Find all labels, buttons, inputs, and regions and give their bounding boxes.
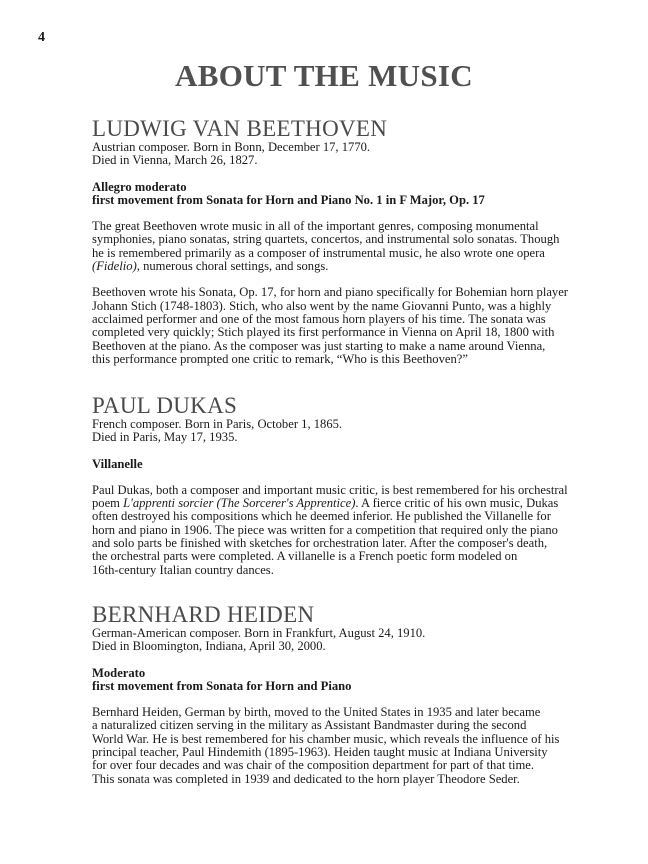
piece-line: first movement from Sonata for Horn and Piano — [92, 678, 352, 693]
paragraph-line — [92, 564, 612, 577]
italic-text: (Fidelio) — [92, 259, 137, 274]
spacer — [92, 445, 612, 458]
paragraph-line — [92, 719, 612, 732]
paragraph-line — [92, 340, 612, 353]
paragraph — [92, 706, 612, 786]
text-segment: World War. He is best remembered for his chamber music, which reveals the influence of his — [92, 731, 560, 746]
italic-text: L'apprenti sorcier (The Sorcerer's Apprentice) — [123, 496, 356, 511]
piece-title — [92, 181, 612, 208]
composer-name: BERNHARD HEIDEN — [92, 602, 315, 627]
piece-line: Allegro moderato — [92, 179, 187, 194]
text-segment: This sonata was completed in 1939 and dedicated to the horn player Theodore Seder. — [92, 771, 520, 786]
text-segment: Beethoven at the piano. As the composer was just starting to make a name around Vienna, — [92, 338, 546, 353]
composer-bio — [92, 418, 612, 445]
text-segment: he is remembered primarily as a composer of instrumental music, he also wrote one opera — [92, 245, 545, 260]
text-segment: the orchestral parts were completed. A villanelle is a French poetic form modeled on — [92, 549, 518, 564]
paragraph-line — [92, 759, 612, 772]
text-segment: Johann Stich (1748-1803). Stich, who also went by the name Giovanni Punto, was a highly — [92, 298, 552, 313]
section-heiden — [92, 603, 612, 786]
paragraph-line — [92, 247, 612, 260]
composer-bio — [92, 627, 612, 654]
bio-line: Died in Paris, May 17, 1935. — [92, 430, 238, 445]
page-title: ABOUT THE MUSIC — [175, 58, 473, 93]
piece-line: Moderato — [92, 665, 146, 680]
text-segment: poem — [92, 496, 124, 511]
piece-title — [92, 458, 612, 471]
paragraph-line — [92, 300, 612, 313]
piece-line: Villanelle — [92, 456, 143, 471]
paragraph-line — [92, 537, 612, 550]
paragraph-line — [92, 746, 612, 759]
text-segment: Paul Dukas, both a composer and important music critic, is best remembered for his orchestral — [92, 482, 568, 497]
paragraph-line — [92, 510, 612, 523]
paragraph-line — [92, 773, 612, 786]
bio-line: Died in Bloomington, Indiana, April 30, 2000. — [92, 639, 326, 654]
text-segment: . A fierce critic of his own music, Dukas — [355, 496, 559, 511]
text-segment: often destroyed his compositions which he deemed inferior. He published the Villanelle for — [92, 509, 551, 524]
section-dukas — [92, 394, 612, 577]
composer-name: LUDWIG VAN BEETHOVEN — [92, 116, 388, 141]
bio-line: Died in Vienna, March 26, 1827. — [92, 153, 258, 168]
text-segment: a naturalized citizen serving in the military as Assistant Bandmaster during the second — [92, 718, 527, 733]
piece-title — [92, 667, 612, 694]
text-segment: horn and piano in 1906. The piece was written for a competition that required only the piano — [92, 522, 558, 537]
text-segment: and solo parts be finished with sketches for orchestration later. After the composer's death, — [92, 536, 548, 551]
text-segment: acclaimed performer and one of the most famous horn players of his time. The sonata was — [92, 311, 546, 326]
text-segment: Bernhard Heiden, German by birth, moved to the United States in 1935 and later became — [92, 705, 541, 720]
piece-line: first movement from Sonata for Horn and Piano No. 1 in F Major, Op. 17 — [92, 192, 485, 207]
paragraph-line — [92, 260, 612, 273]
bio-line: Austrian composer. Born in Bonn, December 17, 1770. — [92, 140, 371, 154]
text-segment: , numerous choral settings, and songs. — [136, 259, 329, 274]
composer-bio — [92, 141, 612, 168]
text-segment: Beethoven wrote his Sonata, Op. 17, for horn and piano specifically for Bohemian horn player — [92, 285, 568, 300]
text-segment: symphonies, piano sonatas, string quartets, concertos, and instrumental solo sonatas. Though — [92, 232, 560, 247]
bio-line: German-American composer. Born in Frankfurt, August 24, 1910. — [92, 626, 426, 640]
text-segment: 16th-century Italian country dances. — [92, 562, 274, 577]
paragraph-line — [92, 220, 612, 233]
composer-name: PAUL DUKAS — [92, 393, 238, 418]
section-beethoven — [92, 117, 612, 366]
paragraph-line — [92, 733, 612, 746]
text-segment: this performance prompted one critic to remark, “Who is this Beethoven?” — [92, 351, 468, 366]
bio-line: French composer. Born in Paris, October 1, 1865. — [92, 417, 343, 431]
paragraph-line — [92, 706, 612, 719]
text-segment: for over four decades and was chair of the composition department for part of that time. — [92, 758, 535, 773]
spacer — [92, 168, 612, 181]
paragraph-line — [92, 326, 612, 339]
text-segment: principal teacher, Paul Hindemith (1895-1963). Heiden taught music at Indiana University — [92, 745, 548, 760]
paragraph-line — [92, 484, 612, 497]
paragraph-line — [92, 233, 612, 246]
paragraph-line — [92, 286, 612, 299]
text-segment: completed very quickly; Stich played its first performance in Vienna on April 18, 1800 with — [92, 325, 555, 340]
paragraph — [92, 286, 612, 366]
paragraph-line — [92, 313, 612, 326]
spacer — [92, 654, 612, 667]
paragraph-line — [92, 497, 612, 510]
paragraph — [92, 220, 612, 273]
page-number: 4 — [38, 30, 45, 45]
paragraph-line — [92, 524, 612, 537]
paragraph-line — [92, 550, 612, 563]
text-segment: The great Beethoven wrote music in all of the important genres, composing monumental — [92, 219, 539, 234]
paragraph — [92, 484, 612, 577]
paragraph-line — [92, 353, 612, 366]
